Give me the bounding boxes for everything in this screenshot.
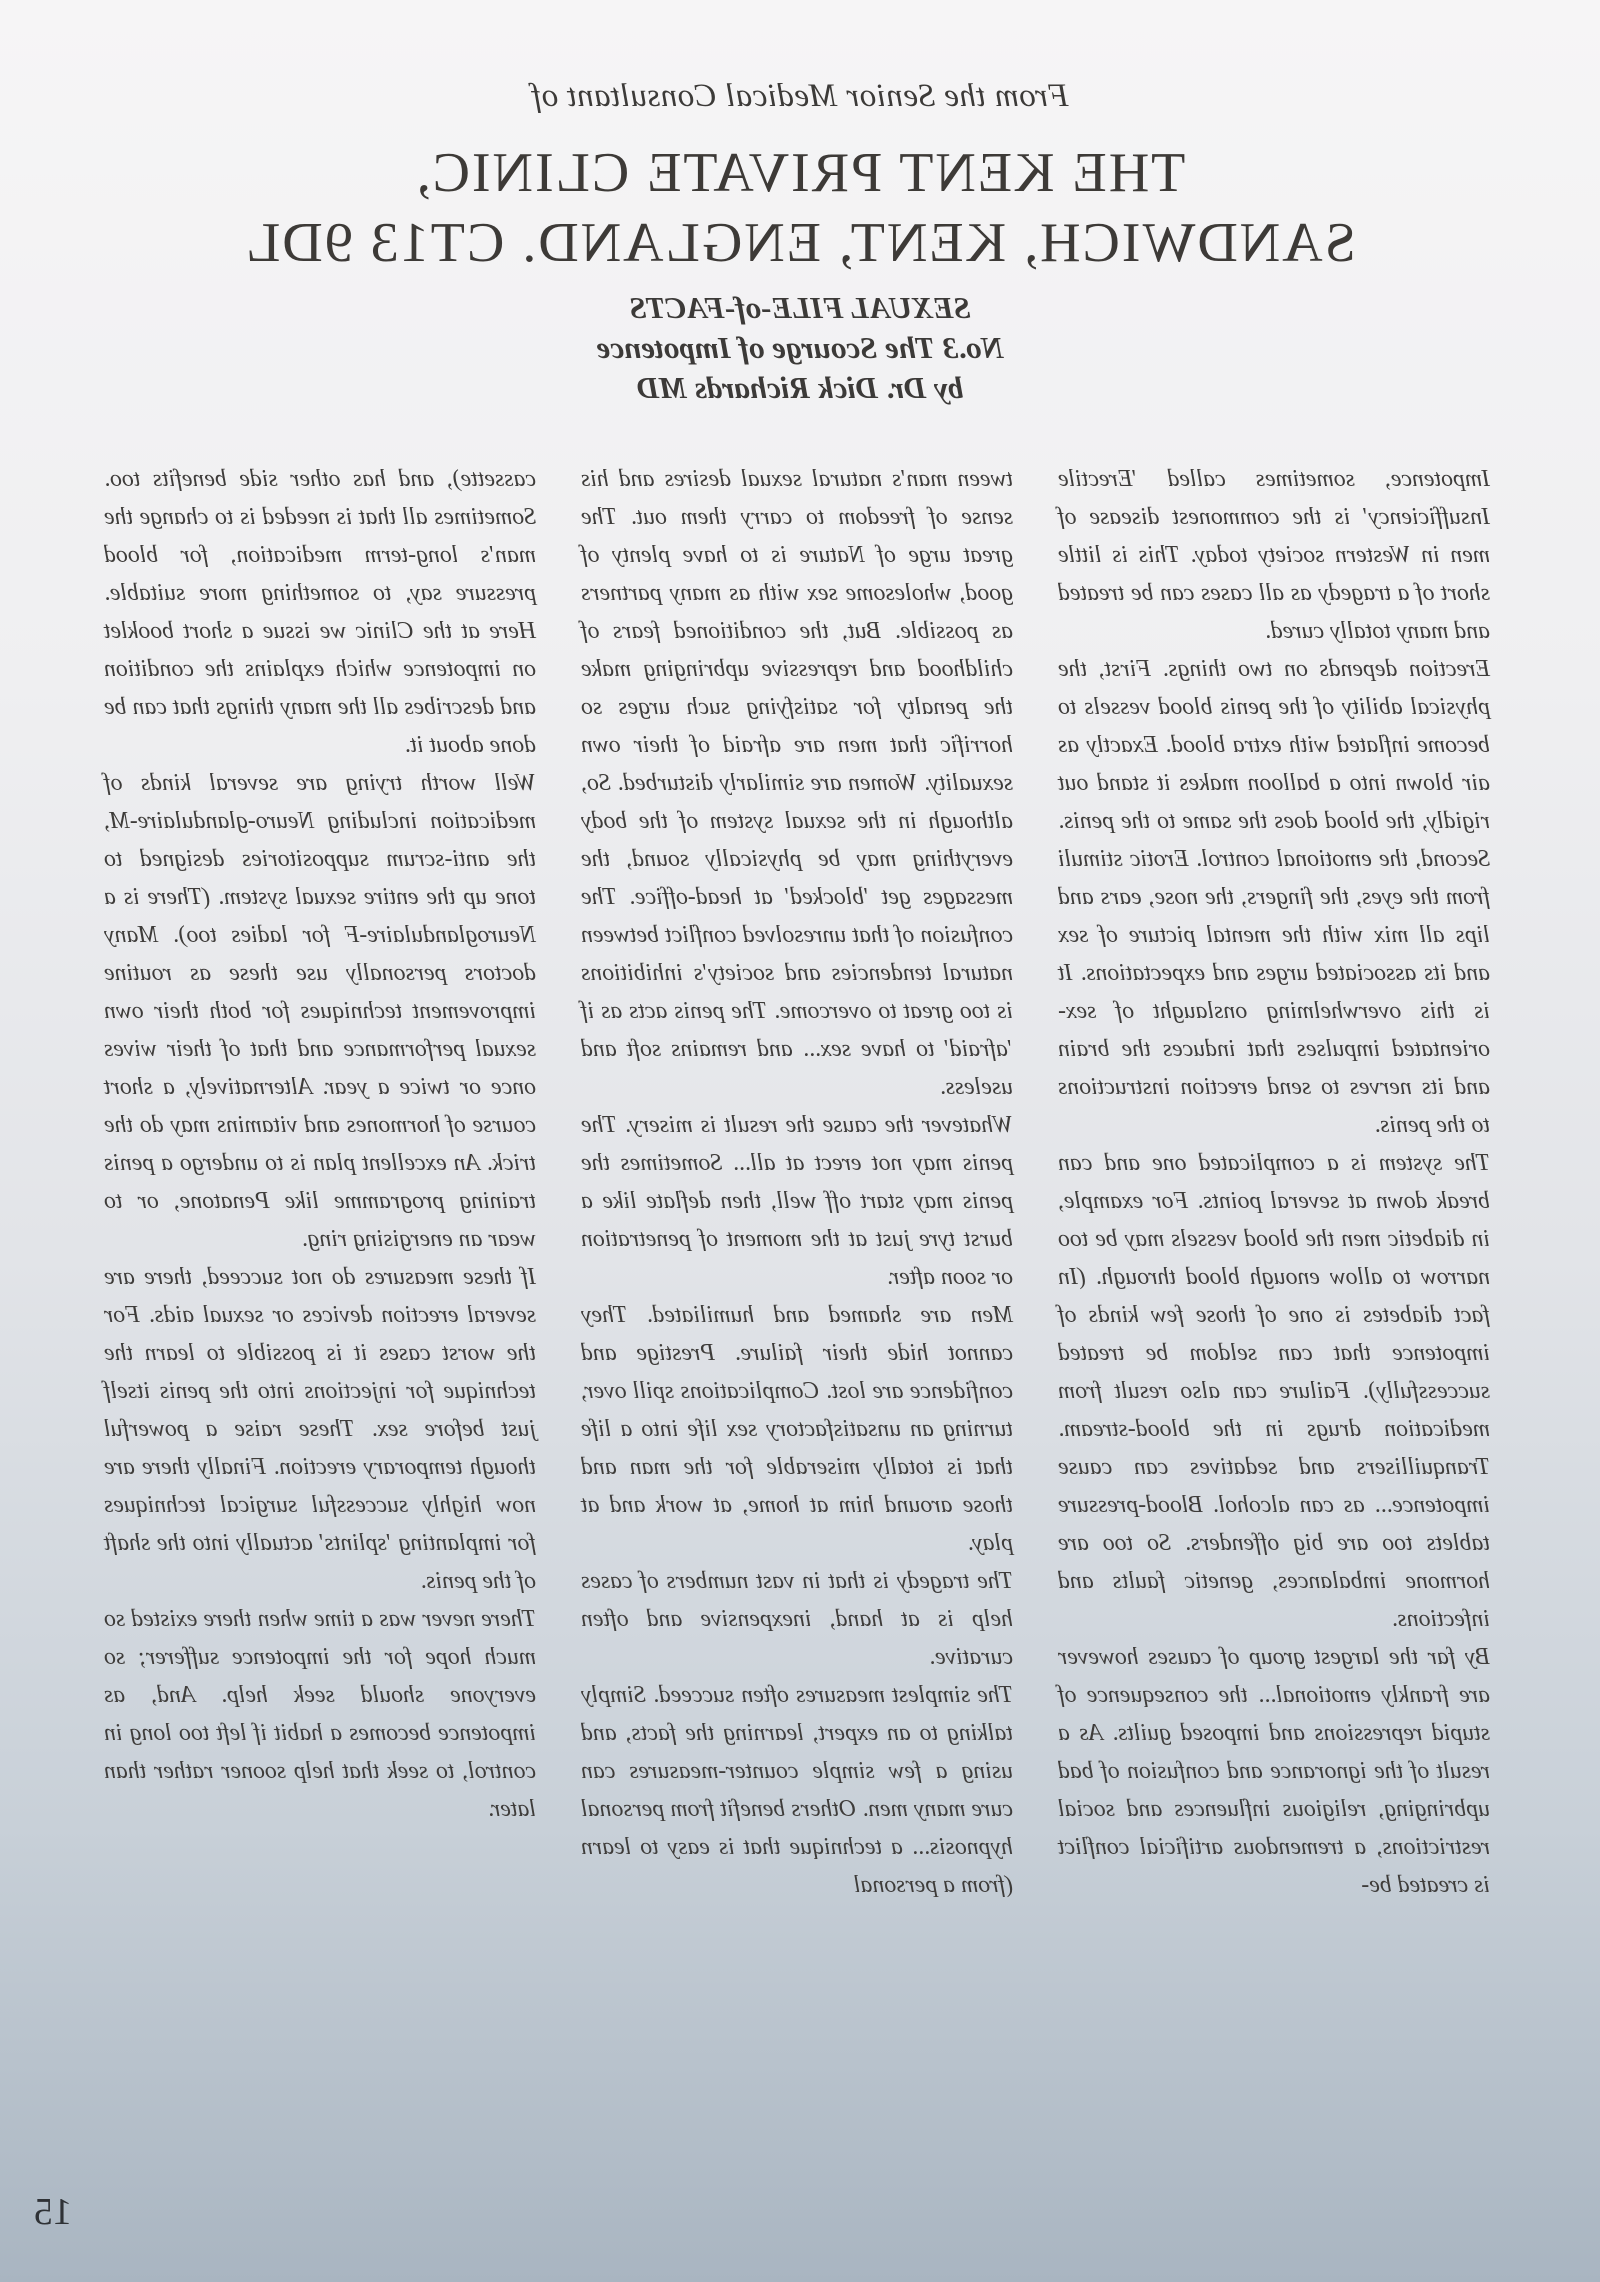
paragraph: If these measures do not succeed, there are several erection devices or sexual aids. For the worst cases it is possible to learn the technique for injections into the penis itself just before sex. These raise a powerful though temporary erection. Finally there are now highly successful surgical techniques for implanting 'splints' actually into the shaft of the penis. xyxy=(104,1264,536,1594)
clinic-name: THE KENT PRIVATE CLINIC, xyxy=(414,142,1186,204)
paragraph: The simplest measures often succeed. Simply talking to an expert, learning the facts, and using a few simple counter-measures can cure many men. Others benefit from personal hypnosis... a technique that is easy to learn (from a personal xyxy=(581,1682,1013,1898)
article-column-1 xyxy=(1058,460,1490,1904)
article-column-2 xyxy=(581,460,1013,1904)
article-heading xyxy=(0,288,1600,408)
paragraph: Impotence, sometimes called 'Erectile Insufficiency' is the commonest disease of men in Western society today. This is little short of a tragedy as all cases can be treated and many totally cured. xyxy=(1058,466,1490,644)
paragraph: Well worth trying are several kinds of medication including Neuro-glandulaire-M, the anti-scrum suppositories designed to tone up the entire sexual system. (There is a Neuroglandulaire-F for ladies too). Many doctors personally use these as routine improvement techniques for both their own sexual performance and that of their wives once or twice a year. Alternatively, a short course of hormones and vitamins may do the trick. An excellent plan is to undergo a penis training programme like Penatone, or to wear an energising ring. xyxy=(104,770,536,1252)
issue-title: No.3 The Scourge of Impotence xyxy=(596,330,1004,365)
clinic-heading xyxy=(0,138,1600,278)
paragraph: cassette), and has other side benefits too. Sometimes all that is needed is to change the man's long-term medication, for blood pressure say, to something more suitable. Here at the Clinic we issue a short booklet on impotence which explains the condition and describes all the many things that can be done about it. xyxy=(104,466,536,758)
consultant-kicker: From the Senior Medical Consultant of xyxy=(531,78,1069,114)
paragraph: Erection depends on two things. First, the physical ability of the penis blood vessels to become inflated with extra blood. Exactly as air blown into a balloon makes it stand out rigidly, the blood does the same to the penis. Second, the emotional control. Erotic stimuli from the eyes, the fingers, the nose, ears and lips all mix with the mental picture of sex and its associated urges and expectations. It is this overwhelming onslaught of sex-orientated impulses that induces the brain and its nerves to send erection instructions to the penis. xyxy=(1058,656,1490,1138)
article-column-3 xyxy=(104,460,536,1828)
byline: by Dr. Dick Richards MD xyxy=(636,370,964,405)
series-title: SEXUAL FILE-of-FACTS xyxy=(629,290,971,325)
paragraph: Men are shamed and humiliated. They cannot hide their failure. Prestige and confidence are lost. Complications spill over, turning an unsatisfactory sex life into a life that is totally miserable for the man and those around him at home, at work and at play. xyxy=(581,1302,1013,1556)
clinic-address: SANDWICH, KENT, ENGLAND. CT13 9DL xyxy=(244,212,1356,274)
paragraph: The system is a complicated one and can break down at several points. For example, in diabetic men the blood vessels may be too narrow to allow enough blood through. (In fact diabetes is one of those few kinds of impotence that can seldom be treated successfully). Failure can also result from medication drugs in the blood-stream. Tranquillisers and sedatives can cause impotence... as can alcohol. Blood-pressure tablets too are big offenders. So too are hormone imbalances, genetic faults and infections. xyxy=(1058,1150,1490,1632)
paragraph: tween man's natural sexual desires and his sense of freedom to carry them out. The great urge of Nature is to have plenty of good, wholesome sex with as many partners as possible. But, the conditioned fears of childhood and repressive upbringing make the penalty for satisfying such urges so horrific that men are afraid of their own sexuality. Women are similarly disturbed. So, although in the sexual system of the body everything may be physically sound, the messages get 'blocked' at head-office. The confusion of that unresolved conflict between natural tendencies and society's inhibitions is too great to overcome. The penis acts as if 'afraid' to have sex... and remains soft and useless. xyxy=(581,466,1013,1100)
paragraph: There never was a time when there existed so much hope for the impotence sufferer; so everyone should seek help. And, as impotence becomes a habit if left too long in control, to seek that help sooner rather than later. xyxy=(104,1606,536,1822)
paragraph: The tragedy is that in vast numbers of cases help is at hand, inexpensive and often curative. xyxy=(581,1568,1013,1670)
paragraph: Whatever the cause the result is misery. The penis may not erect at all... Sometimes the penis may start off well, then deflate like a burst tyre just at the moment of penetration or soon after. xyxy=(581,1112,1013,1290)
page-number: 15 xyxy=(34,2191,72,2233)
paragraph: By far the largest group of causes however are frankly emotional... the consequence of stupid repressions and imposed guilts. As a result of the ignorance and confusion of bad upbringing, religious influences and social restrictions, a tremendous artificial conflict is created be- xyxy=(1058,1644,1490,1898)
